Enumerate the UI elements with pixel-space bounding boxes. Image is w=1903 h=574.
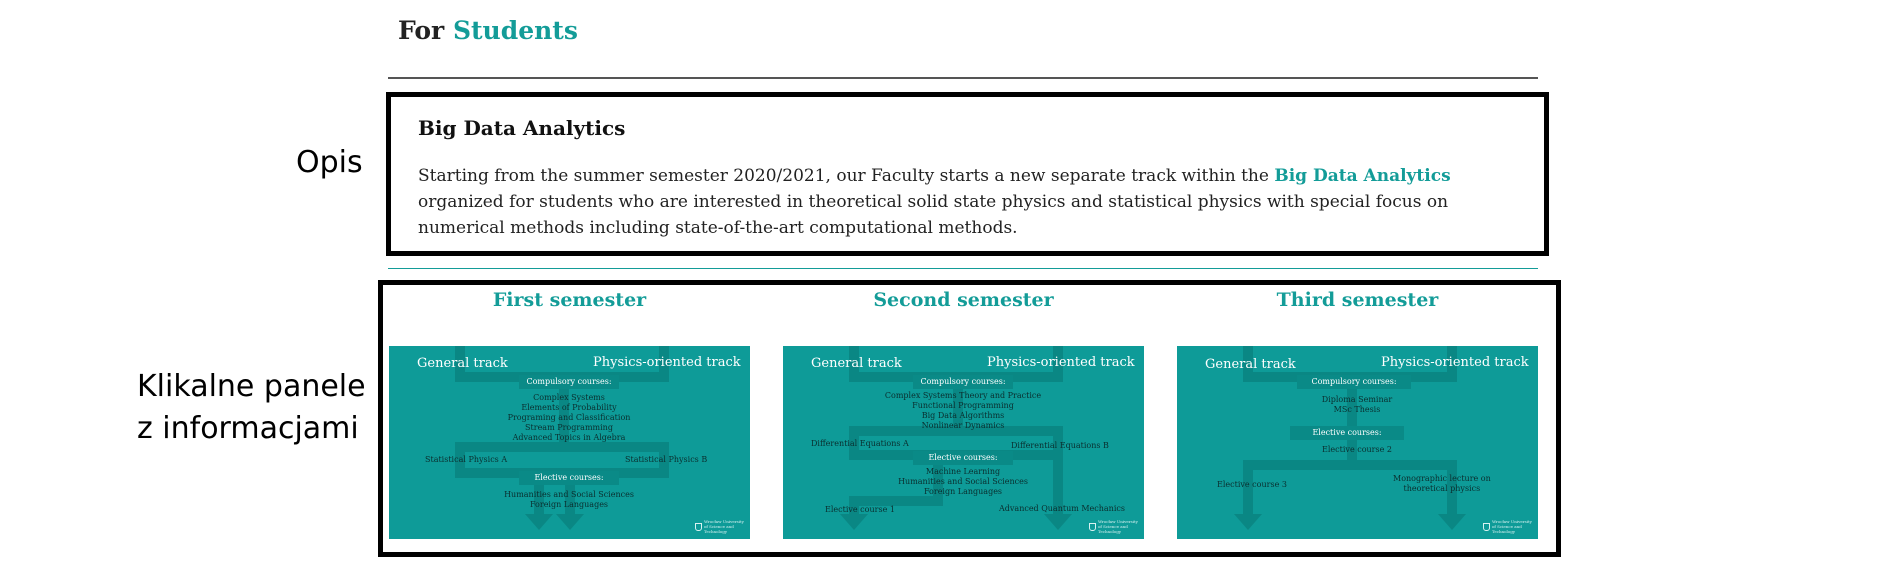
semester-title-first[interactable]: First semester (492, 289, 647, 311)
course: MSc Thesis (1333, 405, 1381, 414)
description-title: Big Data Analytics (418, 116, 626, 140)
course: Humanities and Social Sciences (898, 477, 1028, 486)
page-title-accent: Students (452, 16, 578, 45)
middle-divider (388, 268, 1538, 269)
course: Programing and Classification (507, 413, 631, 422)
page-title (398, 16, 578, 45)
top-divider (388, 77, 1538, 79)
bottom-left-course: Elective course 1 (825, 505, 895, 514)
course: Nonlinear Dynamics (921, 421, 1005, 430)
annotation-panels (137, 366, 366, 450)
compulsory-label: Compulsory courses: (519, 375, 619, 389)
physics-track-label: Physics-oriented track (987, 355, 1135, 370)
compulsory-list (1257, 395, 1457, 415)
course: Elements of Probability (521, 403, 617, 412)
annotation-panels-line2: z informacjami (137, 411, 359, 446)
annotation-description: Opis (296, 145, 363, 180)
right-course: Statistical Physics B (625, 455, 708, 464)
course: Machine Learning (925, 467, 1001, 476)
course: Stream Programming (525, 423, 613, 432)
elective-label: Elective courses: (519, 471, 619, 485)
course: Big Data Algorithms (921, 411, 1005, 420)
course: Advanced Topics in Algebra (512, 433, 626, 442)
general-track-label: General track (417, 356, 508, 371)
bottom-left-course: Elective course 3 (1217, 480, 1287, 489)
university-logo (1089, 519, 1138, 534)
big-data-analytics-link[interactable]: Big Data Analytics (1274, 166, 1451, 186)
page-title-prefix: For (398, 16, 445, 45)
semester-panel-second[interactable] (783, 346, 1144, 539)
course: Diploma Seminar (1321, 395, 1393, 404)
general-track-label: General track (1205, 357, 1296, 372)
right-course: Differential Equations B (1011, 441, 1109, 450)
left-course: Differential Equations A (811, 439, 909, 448)
semester-title-second[interactable]: Second semester (873, 289, 1054, 311)
semester-panel-first[interactable] (389, 346, 750, 539)
bottom-right-line1: Monographic lecture on (1393, 474, 1491, 483)
elective-list (1257, 445, 1457, 455)
physics-track-label: Physics-oriented track (1381, 355, 1529, 370)
left-course: Statistical Physics A (425, 455, 508, 464)
course: Foreign Languages (923, 487, 1003, 496)
university-logo (695, 519, 744, 534)
shield-icon (695, 523, 702, 531)
compulsory-list (469, 393, 669, 443)
elective-label: Elective courses: (913, 451, 1013, 465)
logo-text: Wrocław University of Science and Technology (1492, 519, 1532, 534)
bottom-right-course: Advanced Quantum Mechanics (999, 504, 1125, 513)
logo-text: Wrocław University of Science and Technology (704, 519, 744, 534)
semester-title-third[interactable]: Third semester (1276, 289, 1439, 311)
shield-icon (1089, 523, 1096, 531)
course: Elective course 2 (1322, 445, 1392, 454)
semester-panel-third[interactable] (1177, 346, 1538, 539)
bottom-right-line2: theoretical physics (1403, 484, 1481, 493)
annotation-panels-line1: Klikalne panele (137, 369, 366, 404)
bottom-right-course (1393, 474, 1491, 494)
physics-track-label: Physics-oriented track (593, 355, 741, 370)
course: Complex Systems (533, 393, 605, 402)
general-track-label: General track (811, 356, 902, 371)
university-logo (1483, 519, 1532, 534)
description-text-after: organized for students who are interested in theoretical solid state physics and statistical physics with special focus on numerical methods including state-of-the-art computational methods. (418, 192, 1449, 238)
description-text (418, 163, 1528, 241)
course: Humanities and Social Sciences (504, 490, 634, 499)
compulsory-label: Compulsory courses: (913, 375, 1013, 389)
shield-icon (1483, 523, 1490, 531)
compulsory-label: Compulsory courses: (1297, 375, 1411, 389)
description-text-before: Starting from the summer semester 2020/2021, our Faculty starts a new separate track within the (418, 166, 1275, 186)
elective-list (469, 490, 669, 510)
logo-text: Wrocław University of Science and Technology (1098, 519, 1138, 534)
course: Complex Systems Theory and Practice (884, 391, 1042, 400)
elective-label: Elective courses: (1290, 426, 1404, 440)
course: Foreign Languages (529, 500, 609, 509)
elective-list (863, 467, 1063, 497)
course: Functional Programming (912, 401, 1014, 410)
compulsory-list (853, 391, 1073, 431)
